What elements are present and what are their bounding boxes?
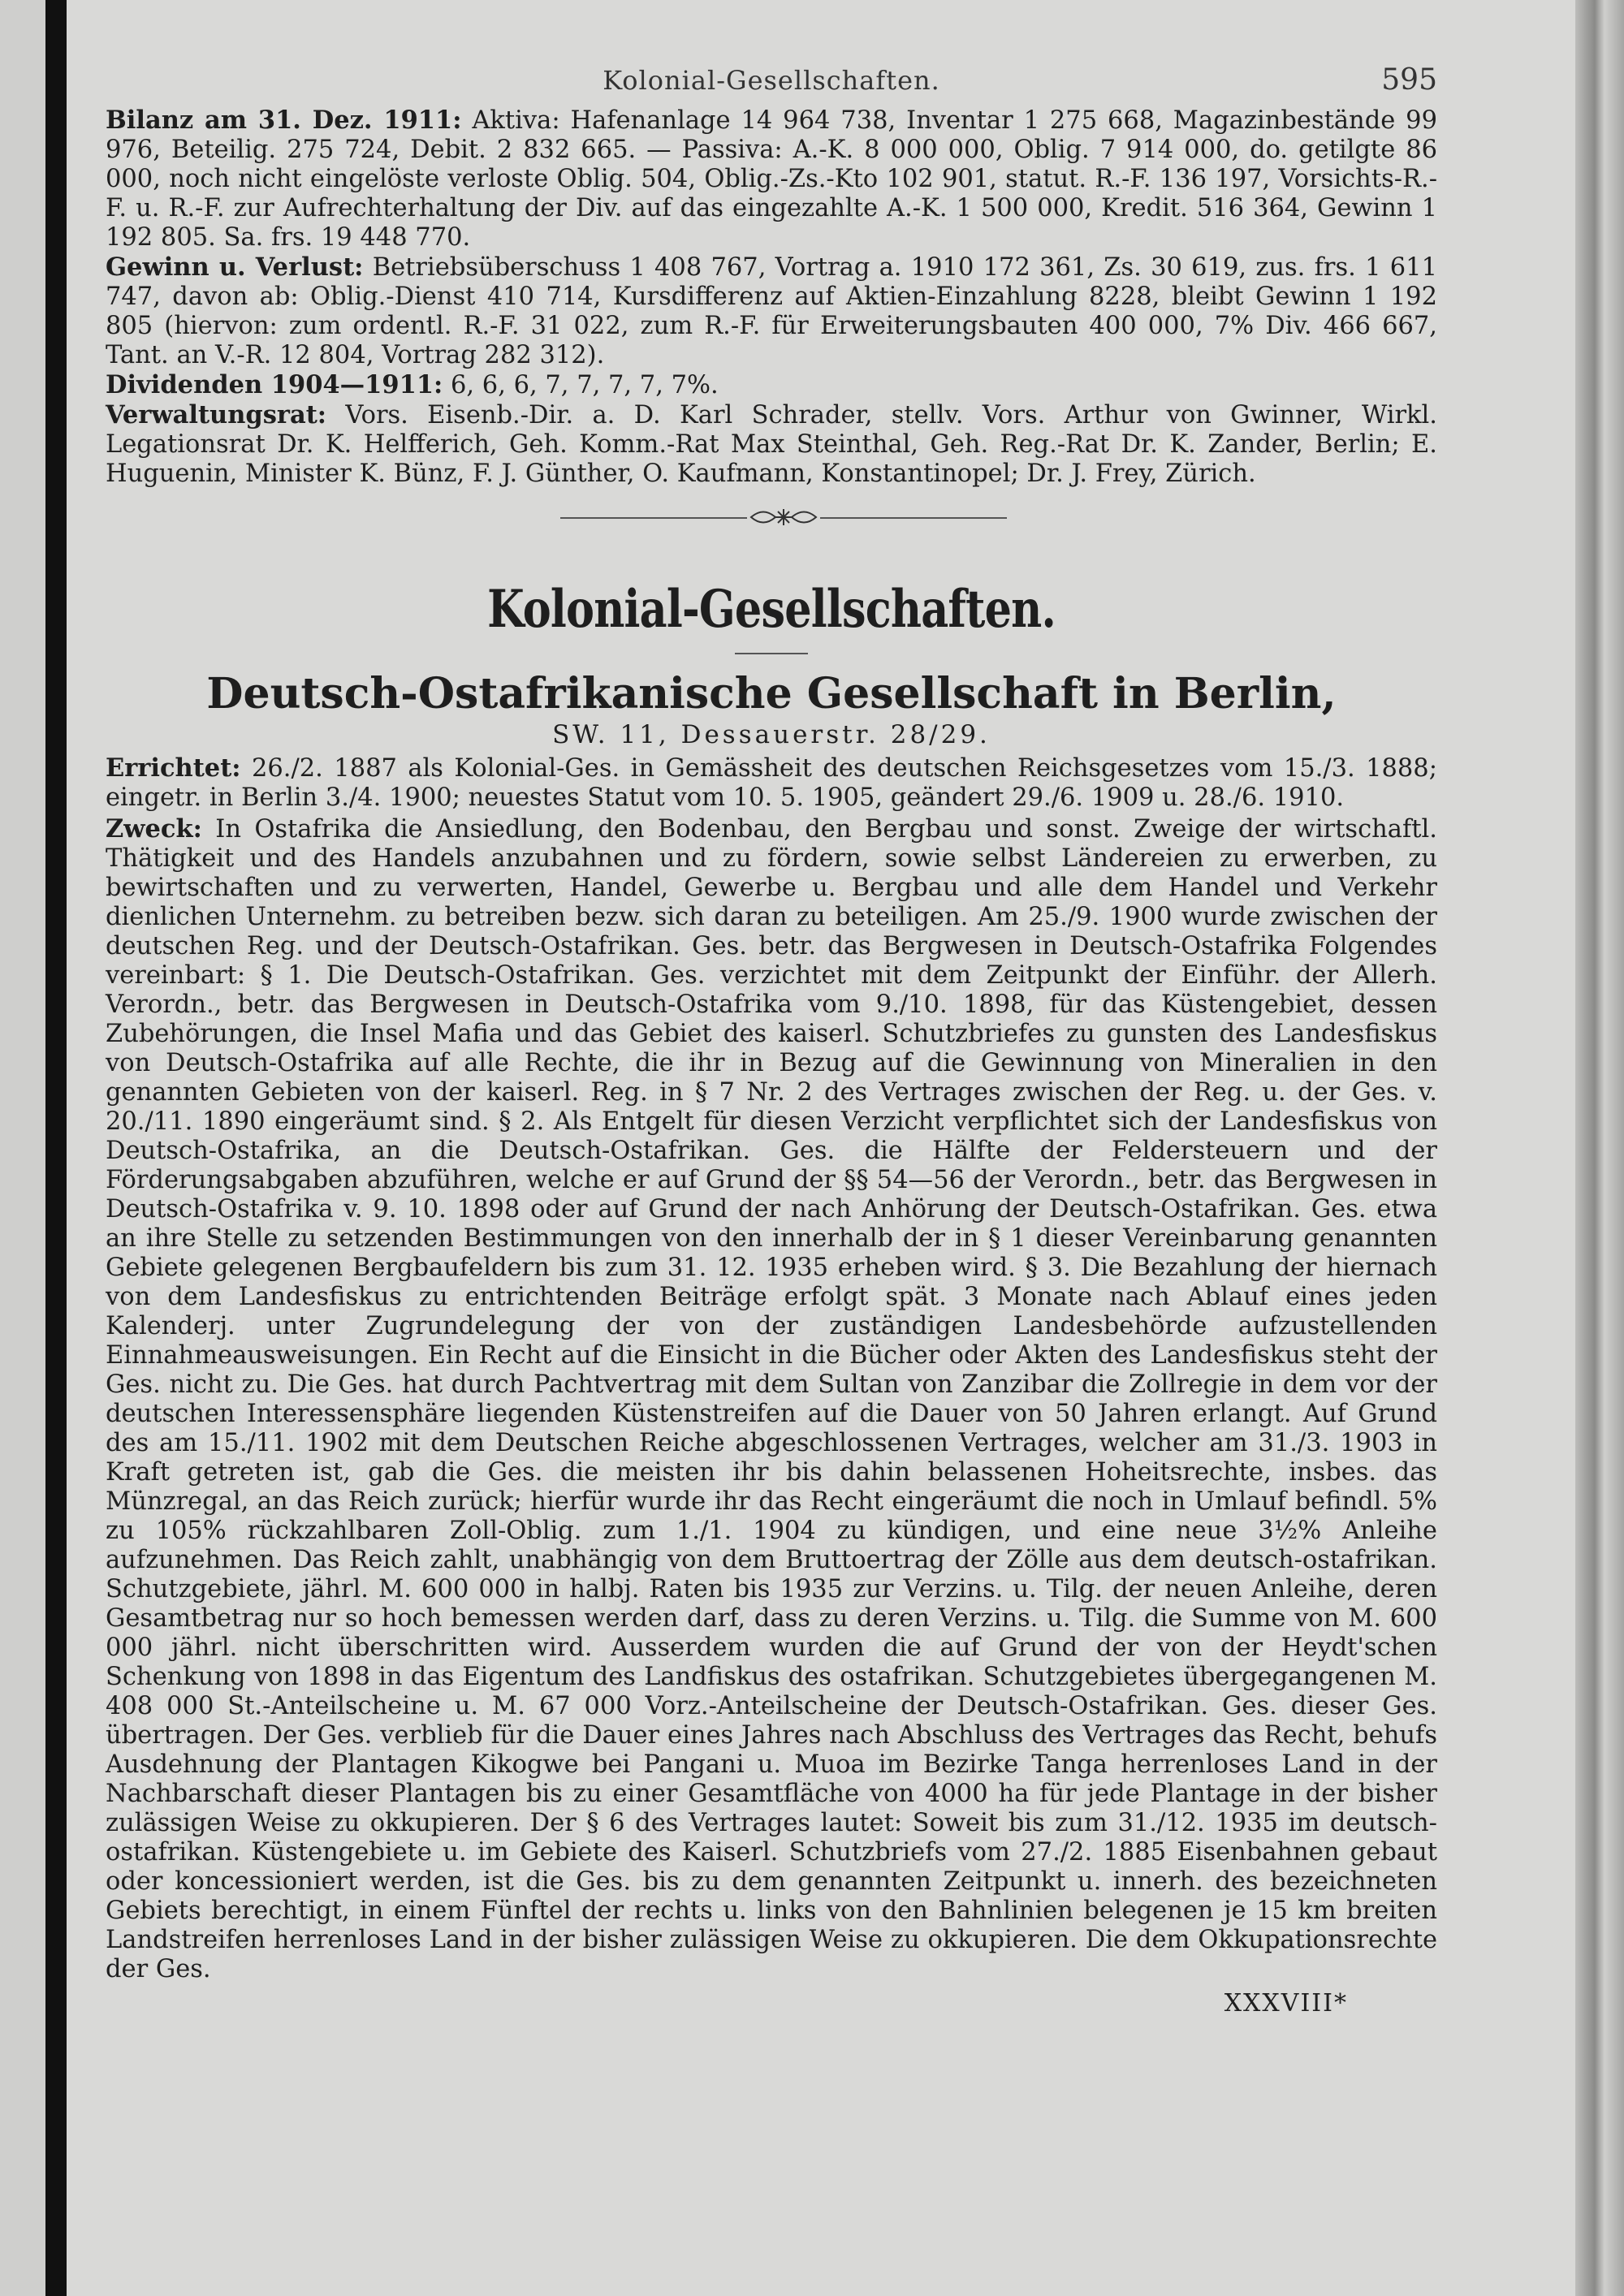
running-title: Kolonial-Gesellschaften. xyxy=(603,65,940,96)
dividenden-text: 6, 6, 6, 7, 7, 7, 7, 7%. xyxy=(451,371,719,399)
bilanz-label: Bilanz am 31. Dez. 1911: xyxy=(106,106,462,135)
running-head xyxy=(106,57,1437,106)
gewinn-paragraph xyxy=(106,252,1437,370)
errichtet-text: 26./2. 1887 als Kolonial-Ges. in Gemässheit des deutschen Reichsgesetzes vom 15./3. 1888; eingetr. in Berlin 3./4. 1900; neuestes Statut vom 10. 5. 1905, geändert 29./6. 1909 u. 28./6. 1910. xyxy=(106,754,1437,812)
zweck-label: Zweck: xyxy=(106,814,202,844)
page-number: 595 xyxy=(1381,63,1437,97)
company-name: Deutsch-Ostafrikanische Gesellschaft in Berlin, xyxy=(206,669,1337,719)
divider-line-right xyxy=(820,517,1007,519)
title-rule xyxy=(735,653,808,654)
company-address: SW. 11, Dessauerstr. 28/29. xyxy=(552,720,991,749)
scan-right-edge xyxy=(1575,0,1624,2296)
verwaltungsrat-paragraph xyxy=(106,400,1437,489)
signature-mark: XXXVIII* xyxy=(1224,1989,1348,2018)
section-divider xyxy=(106,489,1437,546)
scan-left-margin xyxy=(0,0,45,2296)
gewinn-text: Betriebsüberschuss 1 408 767, Vortrag a. 1910 172 361, Zs. 30 619, zus. frs. 1 611 747, davon ab: Oblig.-Dienst 410 714, Kursdifferenz auf Aktien-Einzahlung 8228, bleibt Gewinn 1 192 805 (hiervon: zum ordentl. R.-F. 31 022, zum R.-F. für Erweiterungsbauten 400 000, 7% Div. 466 667, Tant. an V.-R. 12 804, Vortrag 282 312). xyxy=(106,253,1437,369)
document-page xyxy=(106,57,1437,2018)
gewinn-label: Gewinn u. Verlust: xyxy=(106,252,364,282)
dividenden-paragraph xyxy=(106,370,1437,400)
zweck-text: In Ostafrika die Ansiedlung, den Bodenbau, den Bergbau und sonst. Zweige der wirtschaftl. Thätigkeit und des Handels anzubahnen und zu fördern, sowie selbst Ländereien zu erwerben, zu bewirtschaften und zu verwerten, Handel, Gewerbe u. Bergbau und alle dem Handel und Verkehr dienlichen Unternehm. zu betreiben bezw. sich daran zu beteiligen. Am 25./9. 1900 wurde zwischen der deutschen Reg. und der Deutsch-Ostafrikan. Ges. betr. das Bergwesen in Deutsch-Ostafrika Folgendes vereinbart: § 1. Die Deutsch-Ostafrikan. Ges. verzichtet mit dem Zeitpunkt der Einführ. der Allerh. Verordn., betr. das Bergwesen in Deutsch-Ostafrika vom 9./10. 1898, für das Küstengebiet, dessen Zubehörungen, die Insel Mafia und das Gebiet des kaiserl. Schutzbriefes zu gunsten des Landesfiskus von Deutsch-Ostafrika auf alle Rechte, die ihr in Bezug auf die Gewinnung von Mineralien in den genannten Gebieten von der kaiserl. Reg. in § 7 Nr. 2 des Vertrages zwischen der Reg. u. der Ges. v. 20./11. 1890 eingeräumt sind. § 2. Als Entgelt für diesen Verzicht verpflichtet sich der Landesfiskus von Deutsch-Ostafrika, an die Deutsch-Ostafrikan. Ges. die Hälfte der Feldersteuern und der Förderungsabgaben abzuführen, welche er auf Grund der §§ 54—56 der Verordn., betr. das Bergwesen in Deutsch-Ostafrika v. 9. 10. 1898 oder auf Grund der nach Anhörung der Deutsch-Ostafrikan. Ges. etwa an ihre Stelle zu setzenden Bestimmungen von den innerhalb der in § 1 dieser Vereinbarung genannten Gebiete gelegenen Bergbaufeldern bis zum 31. 12. 1935 erheben wird. § 3. Die Bezahlung der hiernach von dem Landesfiskus zu entrichtenden Beiträge erfolgt spät. 3 Monate nach Ablauf eines jeden Kalenderj. unter Zugrundelegung der von der zuständigen Landesbehörde aufzustellenden Einnahmeausweisungen. Ein Recht auf die Einsicht in die Bücher oder Akten des Landesfiskus steht der Ges. nicht zu. Die Ges. hat durch Pachtvertrag mit dem Sultan von Zanzibar die Zollregie in dem vor der deutschen Interessensphäre liegenden Küstenstreifen auf die Dauer von 50 Jahren erlangt. Auf Grund des am 15./11. 1902 mit dem Deutschen Reiche abgeschlossenen Vertrages, welcher am 31./3. 1903 in Kraft getreten ist, gab die Ges. die meisten ihr bis dahin belassenen Hoheitsrechte, insbes. das Münzregal, an das Reich zurück; hierfür wurde ihr das Recht eingeräumt die noch in Umlauf befindl. 5% zu 105% rückzahlbaren Zoll-Oblig. zum 1./1. 1904 zu kündigen, und eine neue 3½% Anleihe aufzunehmen. Das Reich zahlt, unabhängig von dem Bruttoertrag der Zölle aus dem deutsch-ostafrikan. Schutzgebiete, jährl. M. 600 000 in halbj. Raten bis 1935 zur Verzins. u. Tilg. der neuen Anleihe, deren Gesamtbetrag nur so hoch bemessen werden darf, dass zu deren Verzins. u. Tilg. die Summe von M. 600 000 jährl. nicht überschritten wird. Ausserdem wurden die auf Grund der von der Heydt'schen Schenkung von 1898 in das Eigentum des Landfiskus des ostafrikan. Schutzgebietes übergegangenen M. 408 000 St.-Anteilscheine u. M. 67 000 Vorz.-Anteilscheine der Deutsch-Ostafrikan. Ges. dieser Ges. übertragen. Der Ges. verblieb für die Dauer eines Jahres nach Abschluss des Vertrages das Recht, behufs Ausdehnung der Plantagen Kikogwe bei Pangani u. Muoa im Bezirke Tanga herrenloses Land in der Nachbarschaft dieser Plantagen bis zu einer Gesamtfläche von 4000 ha für jede Plantage in der bisher zulässigen Weise zu okkupieren. Der § 6 des Vertrages lautet: Soweit bis zum 31./12. 1935 im deutsch-ostafrikan. Küstengebiete u. im Gebiete des Kaiserl. Schutzbriefs vom 27./2. 1885 Eisenbahnen gebaut oder koncessioniert werden, ist die Ges. bis zu dem genannten Zeitpunkt u. innerh. des bezeichneten Gebiets berechtigt, in einem Fünftel der rechts u. links von den Bahnlinien belegenen je 15 km breiten Landstreifen herrenloses Land in der bisher zulässigen Weise zu okkupieren. Die dem Okkupationsrechte der Ges. xyxy=(106,815,1437,1983)
previous-entry xyxy=(106,106,1437,489)
verwaltungsrat-text: Vors. Eisenb.-Dir. a. D. Karl Schrader, stellv. Vors. Arthur von Gwinner, Wirkl. Legationsrat Dr. K. Helfferich, Geh. Komm.-Rat Max Steinthal, Geh. Reg.-Rat Dr. K. Zander, Berlin; E. Huguenin, Minister K. Bünz, F. J. Günther, O. Kaufmann, Konstantinopel; Dr. J. Frey, Zürich. xyxy=(106,401,1437,488)
dividenden-label: Dividenden 1904—1911: xyxy=(106,370,443,399)
errichtet-label: Errichtet: xyxy=(106,753,241,783)
divider-line-left xyxy=(560,517,747,519)
bilanz-paragraph xyxy=(106,106,1437,252)
ornament-icon xyxy=(747,503,820,531)
scan-binding-edge xyxy=(45,0,67,2296)
verwaltungsrat-label: Verwaltungsrat: xyxy=(106,400,327,429)
section-title: Kolonial-Gesellschaften. xyxy=(487,579,1056,640)
zweck-paragraph xyxy=(106,814,1437,1984)
bilanz-text: Aktiva: Hafenanlage 14 964 738, Inventar 1 275 668, Magazinbestände 99 976, Beteilig. 275 724, Debit. 2 832 665. — Passiva: A.-K. 8 000 000, Oblig. 7 914 000, do. getilgte 86 000, noch nicht eingelöste verloste Oblig. 504, Oblig.-Zs.-Kto 102 901, statut. R.-F. 136 197, Vorsichts-R.-F. u. R.-F. zur Aufrechterhaltung der Div. auf das eingezahlte A.-K. 1 500 000, Kredit. 516 364, Gewinn 1 192 805. Sa. frs. 19 448 770. xyxy=(106,106,1437,252)
errichtet-paragraph xyxy=(106,753,1437,813)
